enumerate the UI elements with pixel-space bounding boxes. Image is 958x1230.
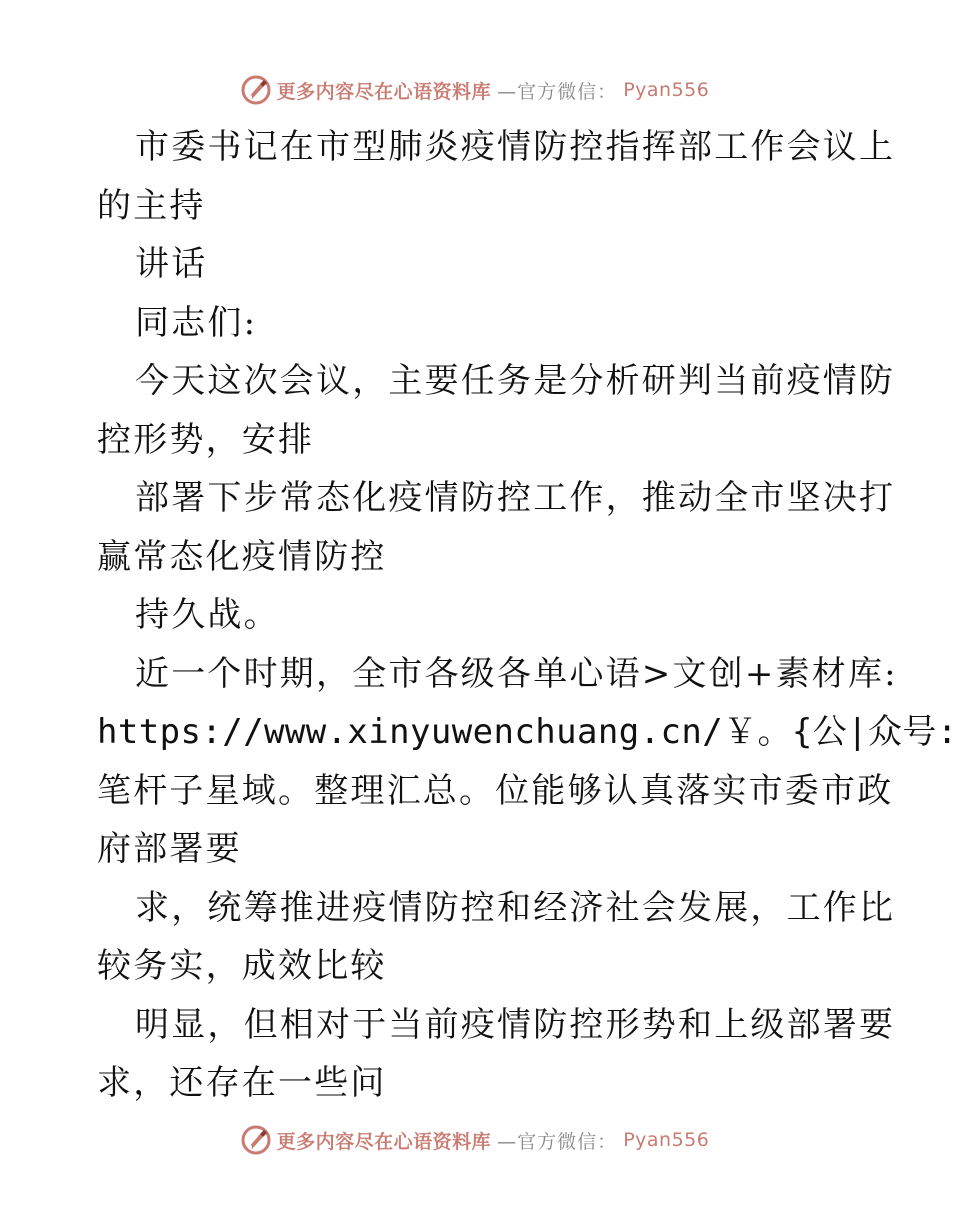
document-line: 持久战。 xyxy=(135,595,280,635)
document-line: 明显，但相对于当前疫情防控形势和上级部署要 xyxy=(135,1004,896,1045)
document-line: 较务实，成效比较 xyxy=(97,946,387,986)
document-line: 控形势，安排 xyxy=(97,419,315,460)
document-line: 求，还存在一些问 xyxy=(97,1063,387,1103)
document-line: 同志们: xyxy=(135,302,258,343)
header-watermark xyxy=(0,70,950,110)
document-line: 赢常态化疫情防控 xyxy=(97,536,387,577)
document-line: 府部署要 xyxy=(97,829,242,869)
watermark-main-text: 更多内容尽在心语资料库 xyxy=(276,1130,492,1153)
document-line: 近一个时期，全市各级各单心语>文创+素材库: xyxy=(135,653,898,694)
pen-circle-logo-icon xyxy=(241,1125,271,1155)
document-line: 今天这次会议，主要任务是分析研判当前疫情防 xyxy=(135,361,896,401)
watermark-main-text: 更多内容尽在心语资料库 xyxy=(276,80,492,103)
document-body xyxy=(97,118,958,1113)
document-line: 市委书记在市型肺炎疫情防控指挥部工作会议上 xyxy=(135,127,896,167)
footer-watermark xyxy=(0,1120,950,1160)
pen-circle-logo-icon xyxy=(241,75,271,105)
watermark-id-text: Pyan556 xyxy=(623,1129,710,1151)
watermark-sub-text: —官方微信： xyxy=(497,1130,618,1153)
watermark-sub-text: —官方微信： xyxy=(497,80,618,103)
watermark-id-text: Pyan556 xyxy=(623,79,710,101)
document-line: 求，统筹推进疫情防控和经济社会发展，工作比 xyxy=(135,887,896,928)
document-line: 的主持 xyxy=(97,185,206,226)
document-line-url: https://www.xinyuwenchuang.cn/￥。{公|众号: xyxy=(97,712,958,752)
document-line: 讲话 xyxy=(135,244,208,284)
document-line: 笔杆子星域。整理汇总。位能够认真落实市委市政 xyxy=(97,770,894,811)
document-line: 部署下步常态化疫情防控工作，推动全市坚决打 xyxy=(135,478,896,518)
